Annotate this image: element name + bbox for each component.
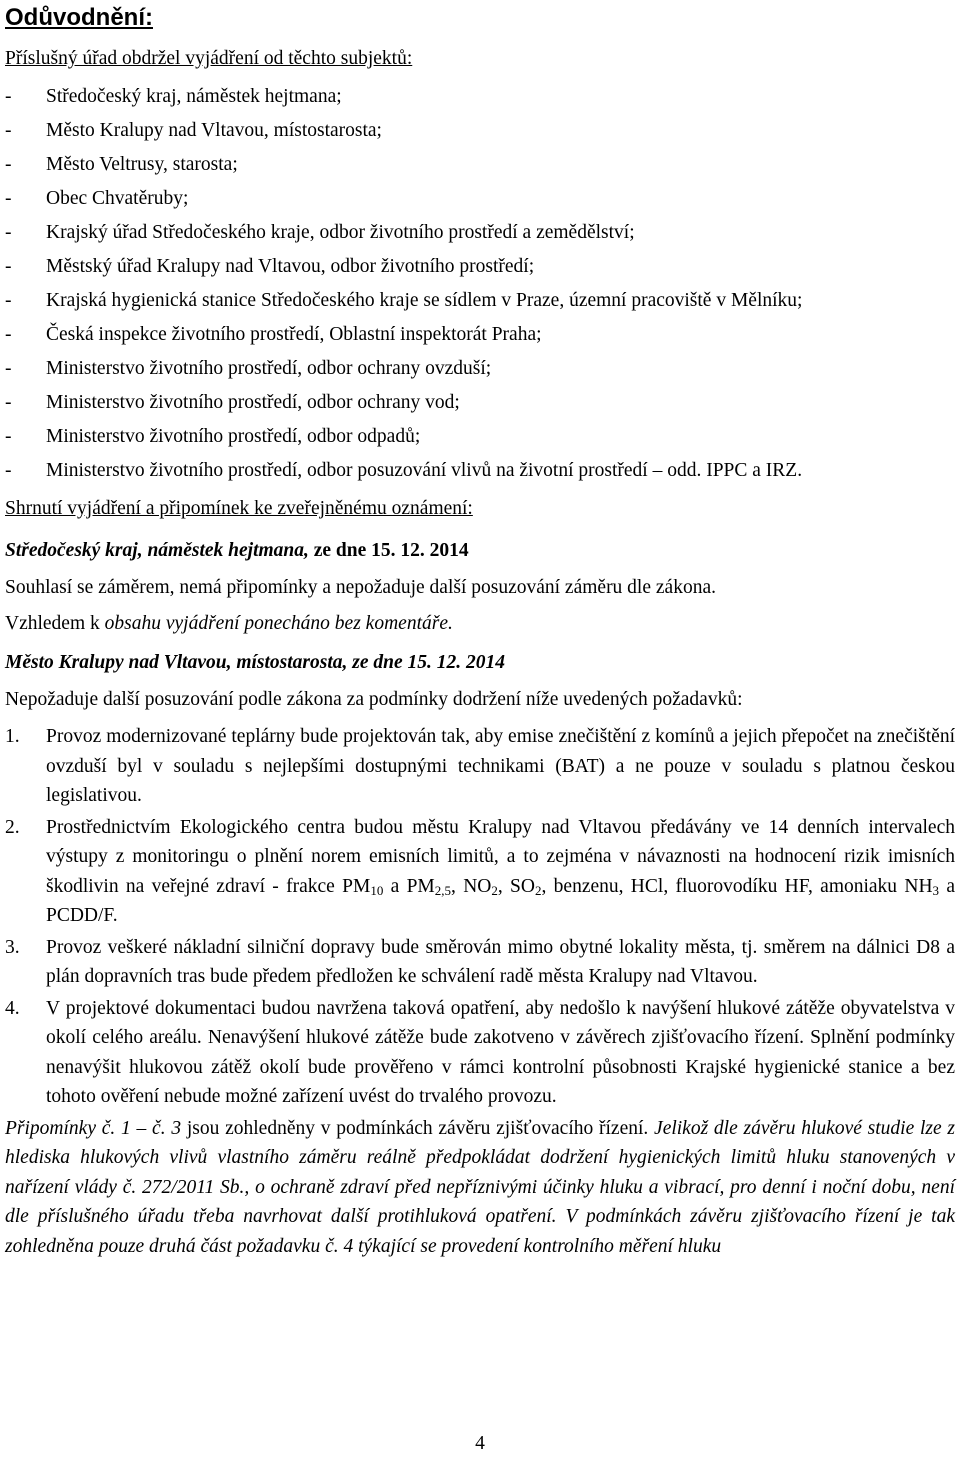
req2-text-d: , SO (497, 875, 535, 897)
so2-subscript: 2 (534, 882, 542, 898)
kralupy-statement: Nepožaduje další posuzování podle zákona za podmínky dodržení níže uvedených požadavků: (5, 689, 743, 710)
list-item: - Město Veltrusy, starosta; (5, 150, 955, 179)
list-item: - Česká inspekce životního prostředí, Oblastní inspektorát Praha; (5, 320, 955, 349)
section-heading: Odůvodnění: (5, 4, 153, 31)
requirement-number: 4. (5, 997, 20, 1019)
req2-text-a: Prostřednictvím Ekologického centra budou městu Kralupy nad Vltavou předávány ve 14 denních intervalech výstupy z monitoringu o plnění norem emisních limitů, a to zejména v návaznosti na hodnocení rizik imisních škodlivin na veřejné zdraví - frakce PM (46, 816, 955, 897)
summary-heading: Shrnutí vyjádření a připomínek ke zveřejněnému oznámení: (5, 498, 473, 519)
requirement-number: 1. (5, 726, 20, 747)
list-item: - Krajský úřad Středočeského kraje, odbor životního prostředí a zemědělství; (5, 218, 955, 247)
kraj-comment-italic: obsahu vyjádření ponecháno bez komentáře. (104, 613, 453, 634)
requirement-item (5, 722, 955, 811)
kralupy-org-heading: Město Kralupy nad Vltavou, místostarosta, ze dne 15. 12. 2014 (5, 652, 506, 673)
req2-text-f: a PCDD/F. (46, 875, 955, 926)
final-part1: Připomínky č. 1 – č. 3 (5, 1117, 182, 1139)
kraj-org-heading (5, 538, 955, 564)
list-item: - Obec Chvatěruby; (5, 184, 955, 213)
page-number: 4 (475, 1433, 485, 1454)
requirement-text: Provoz modernizované teplárny bude projektován tak, aby emise znečištění z komínů a jejich přepočet na znečištění ovzduší byl v souladu s nejlepšími dostupnými technikami (BAT) a ne pouze v souladu s platnou českou legislativou. (46, 726, 955, 806)
requirement-item (5, 813, 955, 931)
requirement-number: 2. (5, 816, 20, 838)
subjects-heading: Příslušný úřad obdržel vyjádření od těchto subjektů: (5, 48, 413, 69)
req2-text-b: a PM (383, 875, 435, 897)
kraj-org-date: ze dne 15. 12. 2014 (308, 540, 469, 561)
final-part2: jsou zohledněny v podmínkách závěru zjišťovacího řízení. (181, 1117, 649, 1139)
document-page (5, 0, 955, 1261)
requirements-list (5, 722, 955, 1112)
list-item: - Ministerstvo životního prostředí, odbor posuzování vlivů na životní prostředí – odd. IPPC a IRZ. (5, 456, 955, 485)
list-item: - Ministerstvo životního prostředí, odbor odpadů; (5, 422, 955, 451)
nh3-subscript: 3 (932, 882, 940, 898)
requirement-text: V projektové dokumentaci budou navržena taková opatření, aby nedošlo k navýšení hlukové zátěže obyvatelstva v okolí celého areálu. Nenavýšení hlukové zátěže bude zakotveno v závěrech zjišťovacího řízení. Splnění podmínky nenavýšit hlukovou zátěž okolí bude prověřeno v rámci kontrolní působnosti Krajské hygienické stanice a bez tohoto ověření nebude možné zařízení uvést do trvalého provozu. (46, 997, 955, 1107)
kraj-org-name: Středočeský kraj, náměstek hejtmana, (5, 540, 309, 561)
pm25-subscript: 2,5 (434, 882, 452, 898)
list-item: - Městský úřad Kralupy nad Vltavou, odbor životního prostředí; (5, 252, 955, 281)
requirement-number: 3. (5, 936, 20, 958)
subjects-list (5, 82, 955, 485)
pm10-subscript: 10 (370, 882, 384, 898)
list-item: - Středočeský kraj, náměstek hejtmana; (5, 82, 955, 111)
req2-text-e: , benzenu, HCl, fluorovodíku HF, amoniaku NH (541, 875, 933, 897)
list-item: - Krajská hygienická stanice Středočeského kraje se sídlem v Praze, územní pracoviště v Mělníku; (5, 286, 955, 315)
kraj-comment (5, 610, 955, 638)
list-item: - Město Kralupy nad Vltavou, místostarosta; (5, 116, 955, 145)
no2-subscript: 2 (491, 882, 498, 898)
requirement-text: Provoz veškeré nákladní silniční dopravy bude směrován mimo obytné lokality města, tj. směrem na dálnici D8 a plán dopravních tras bude předem předložen ke schválení radě města Kralupy nad Vltavou. (46, 936, 955, 987)
final-part3: Jelikož dle závěru hlukové studie lze z hlediska hlukových vlivů vlastního záměru reálně předpokládat dodržení hygienických limitů hluku stanovených v nařízení vlády č. 272/2011 Sb., o ochraně zdraví před nepříznivými účinky hluku a vibrací, pro denní i noční dobu, není dle příslušného úřadu třeba navrhovat další protihluková opatření. V podmínkách závěru zjišťovacího řízení je tak zohledněna pouze druhá část požadavku č. 4 týkající se provedení kontrolního měření hluku (5, 1117, 955, 1257)
kraj-comment-prefix: Vzhledem k (5, 613, 105, 634)
req2-text-c: , NO (451, 875, 492, 897)
requirement-text (46, 817, 955, 927)
list-item: - Ministerstvo životního prostředí, odbor ochrany ovzduší; (5, 354, 955, 383)
requirement-item (5, 994, 955, 1112)
requirement-item (5, 933, 955, 992)
final-paragraph (5, 1114, 955, 1262)
kraj-statement: Souhlasí se záměrem, nemá připomínky a nepožaduje další posuzování záměru dle zákona. (5, 577, 716, 598)
list-item: - Ministerstvo životního prostředí, odbor ochrany vod; (5, 388, 955, 417)
